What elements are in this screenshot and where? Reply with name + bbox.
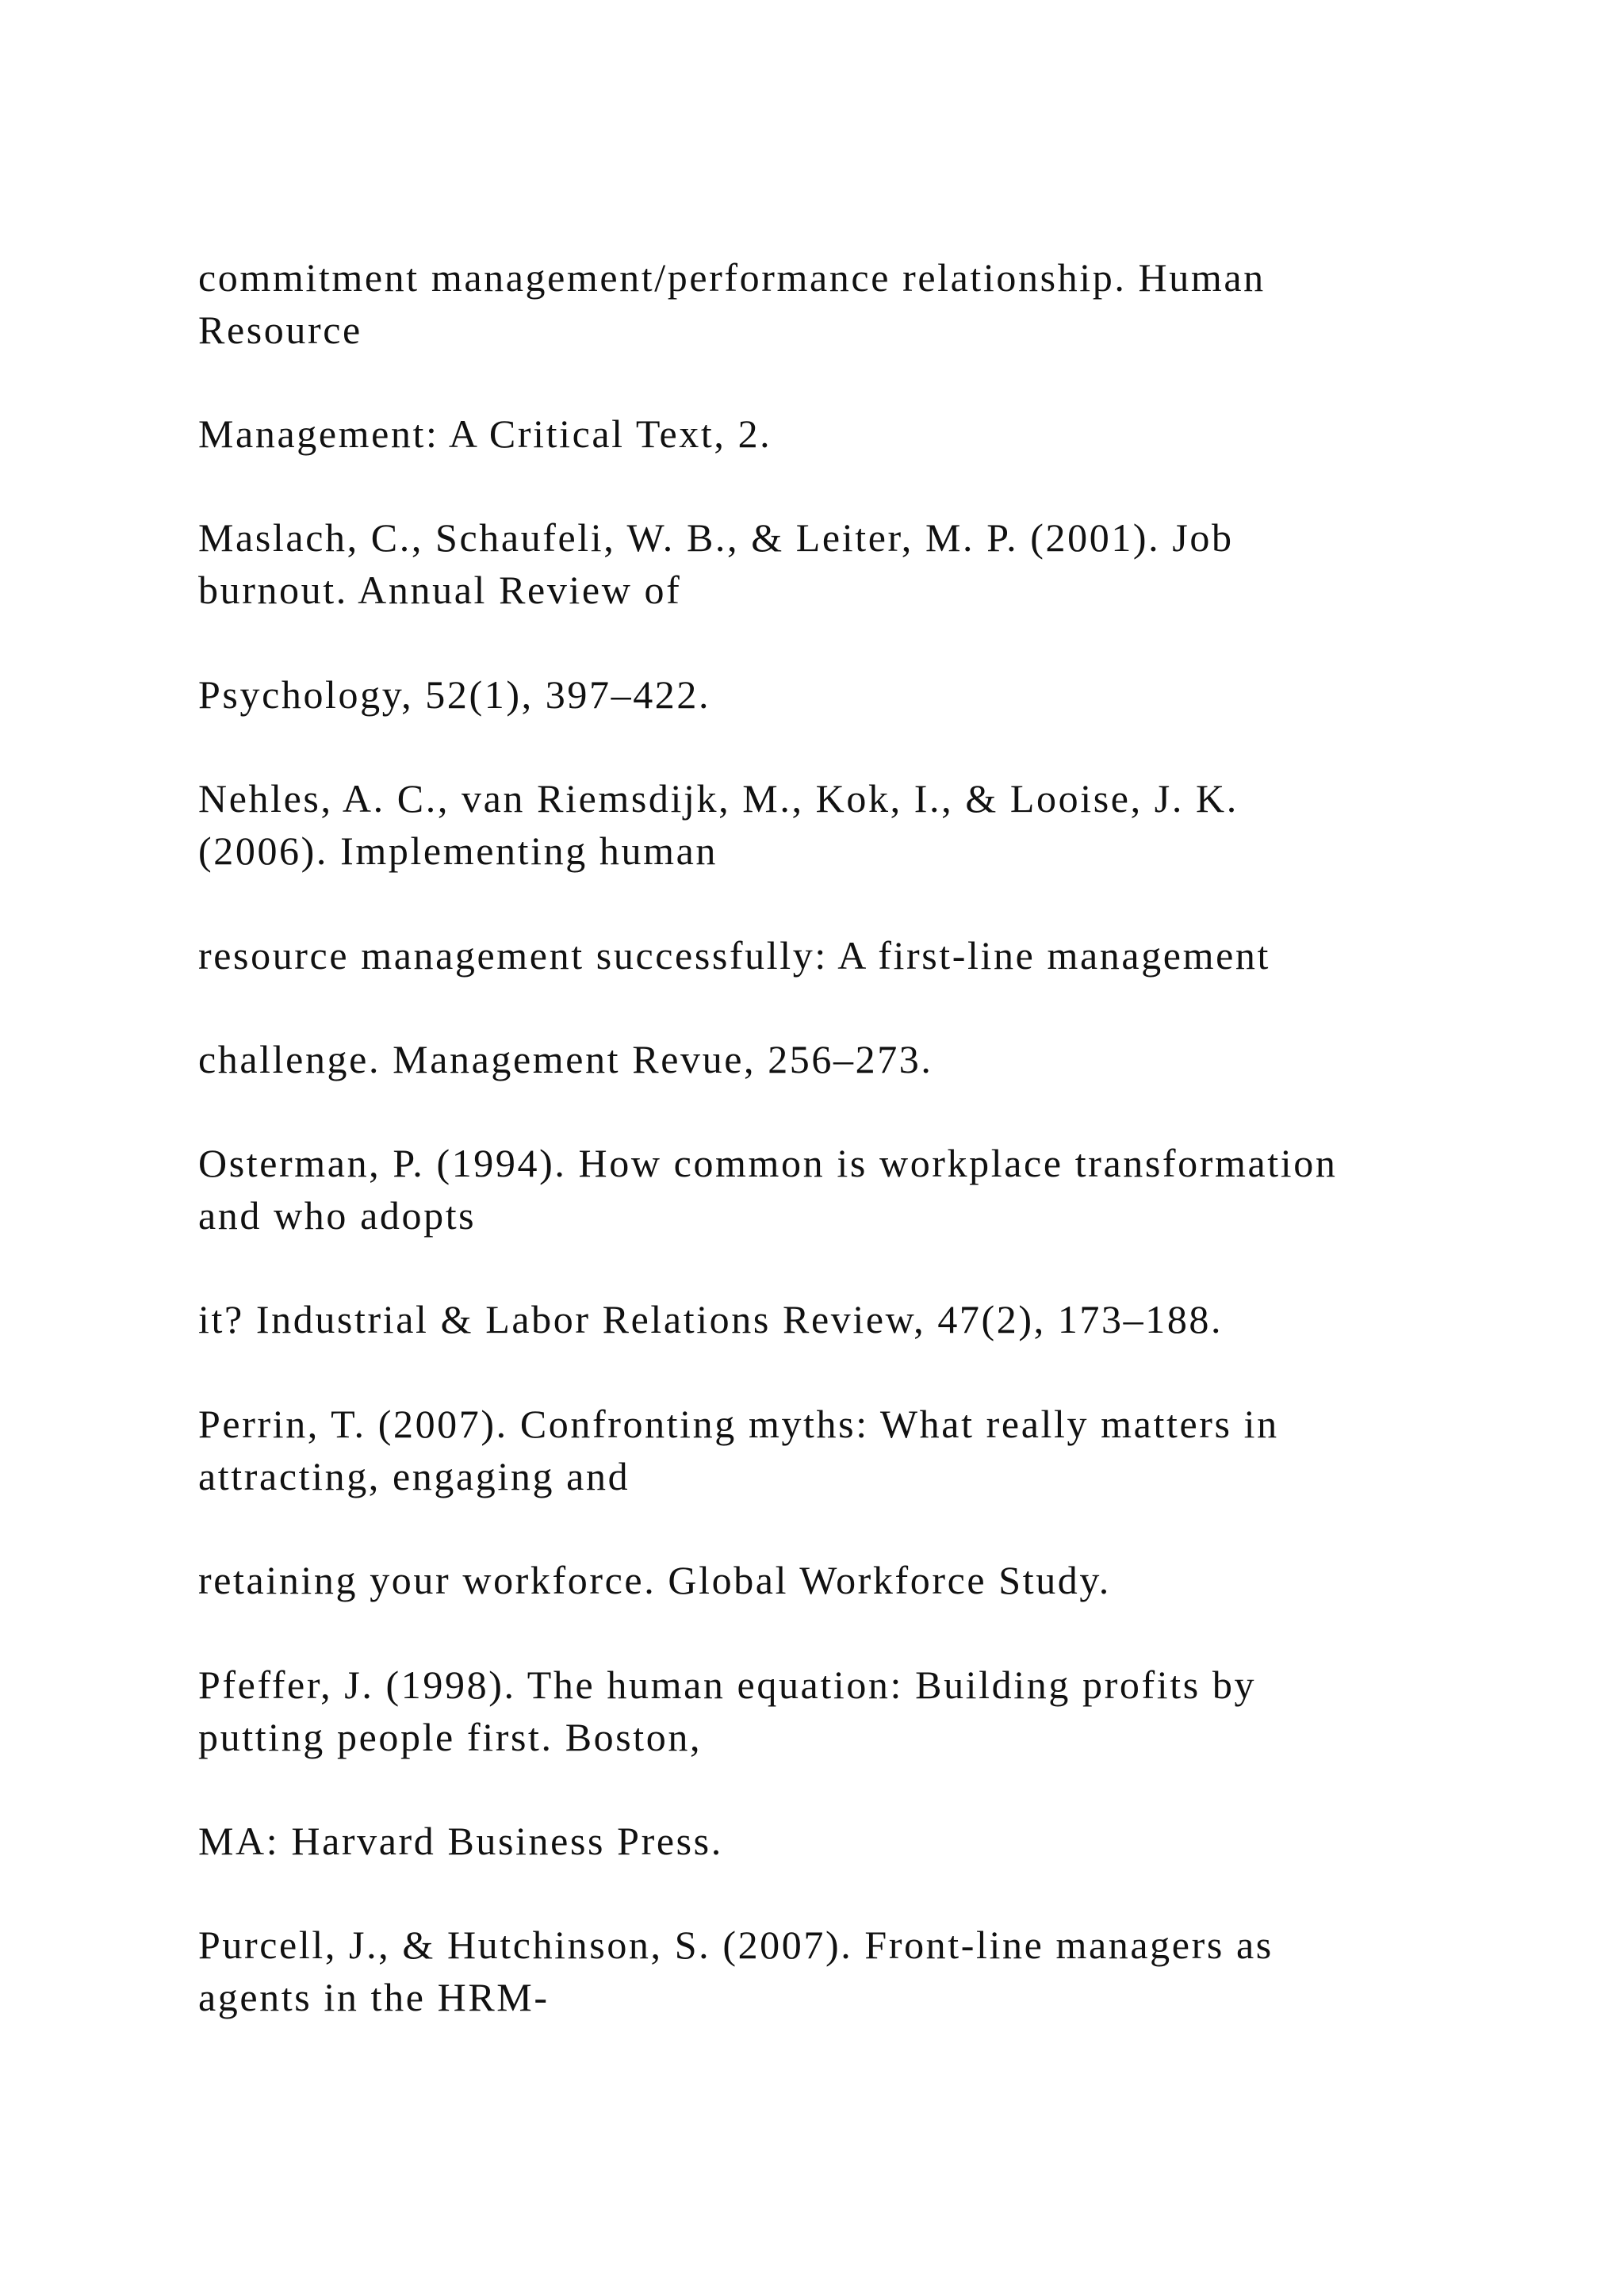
text-line: Nehles, A. C., van Riemsdijk, M., Kok, I., & Looise, J. K. bbox=[198, 776, 1239, 821]
text-line: Maslach, C., Schaufeli, W. B., & Leiter, M. P. (2001). Job bbox=[198, 515, 1234, 560]
text-line: commitment management/performance relationship. Human bbox=[198, 255, 1266, 300]
text-line: attracting, engaging and bbox=[198, 1454, 630, 1498]
text-line: Resource bbox=[198, 308, 362, 352]
text-line: agents in the HRM- bbox=[198, 1975, 550, 2019]
text-line: putting people first. Boston, bbox=[198, 1715, 703, 1759]
text-line: Psychology, 52(1), 397–422. bbox=[198, 672, 711, 717]
text-line: and who adopts bbox=[198, 1193, 477, 1238]
text-line: retaining your workforce. Global Workforce Study. bbox=[198, 1558, 1111, 1602]
text-line: Purcell, J., & Hutchinson, S. (2007). Front-line managers as bbox=[198, 1923, 1274, 1967]
text-line: Osterman, P. (1994). How common is workplace transformation bbox=[198, 1141, 1338, 1185]
text-line: MA: Harvard Business Press. bbox=[198, 1819, 723, 1863]
text-line: burnout. Annual Review of bbox=[198, 568, 682, 612]
text-line: Management: A Critical Text, 2. bbox=[198, 411, 772, 456]
text-line: Pfeffer, J. (1998). The human equation: Building profits by bbox=[198, 1663, 1257, 1707]
text-line: it? Industrial & Labor Relations Review, 47(2), 173–188. bbox=[198, 1297, 1224, 1341]
text-line: Perrin, T. (2007). Confronting myths: What really matters in bbox=[198, 1402, 1279, 1446]
text-line: challenge. Management Revue, 256–273. bbox=[198, 1037, 933, 1081]
text-line: (2006). Implementing human bbox=[198, 828, 718, 873]
text-line: resource management successfully: A first-line management bbox=[198, 933, 1270, 978]
